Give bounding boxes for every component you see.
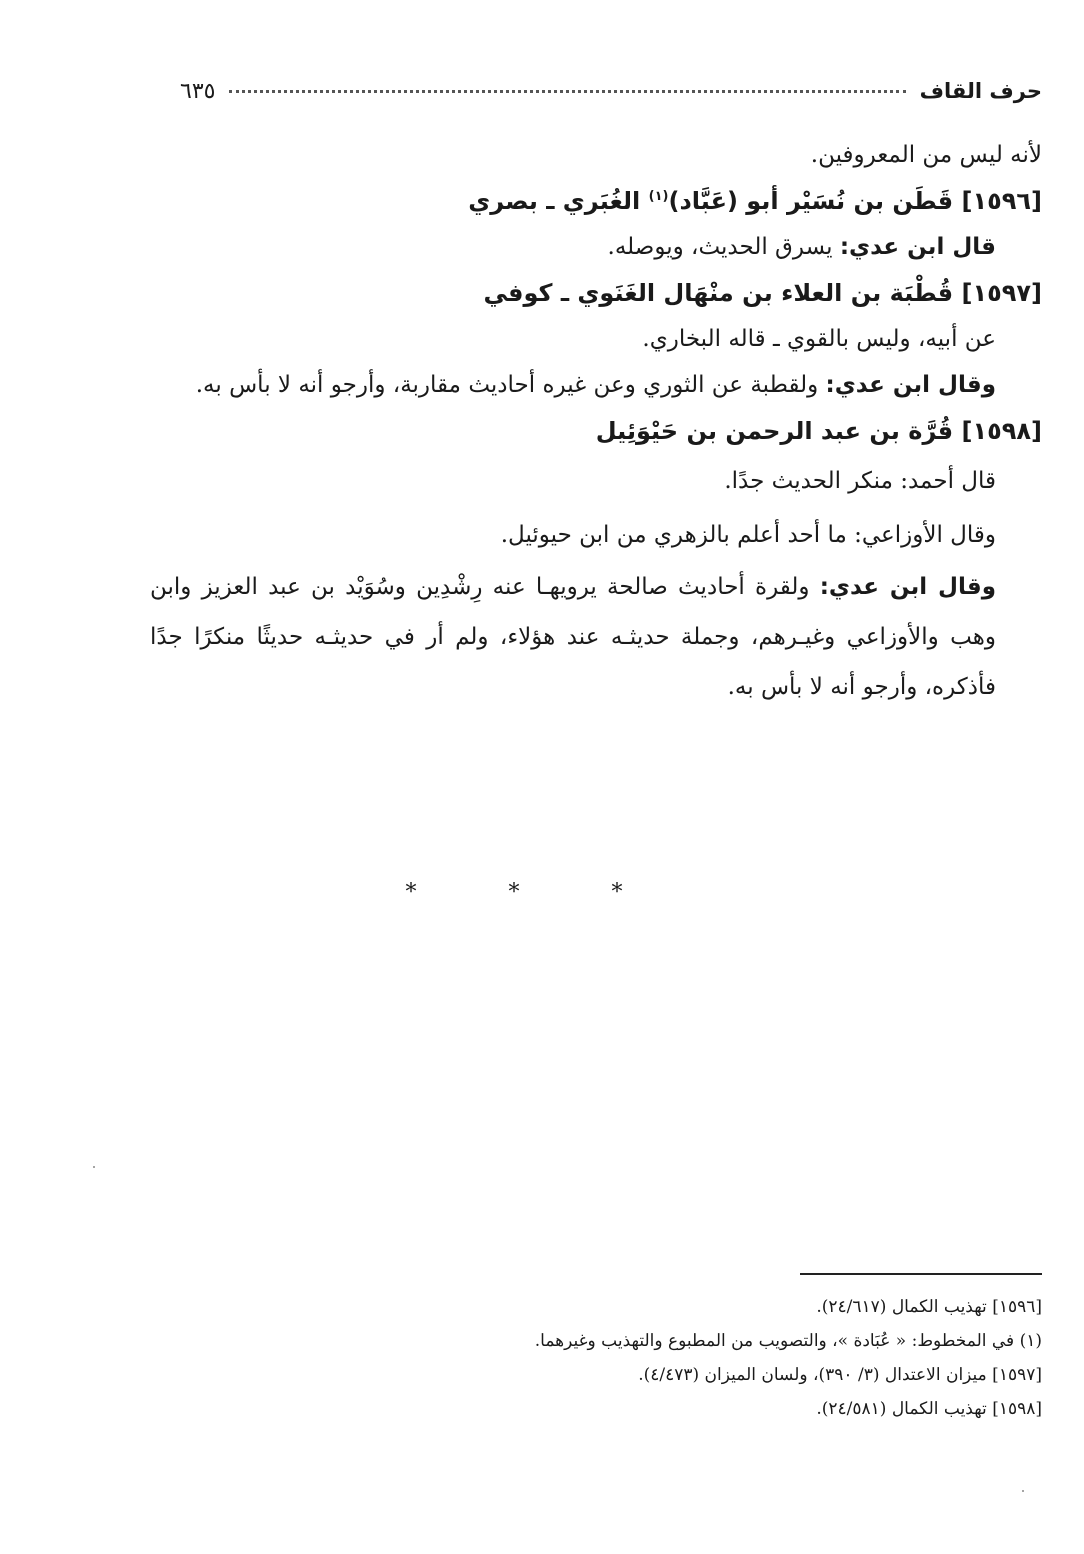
chapter-title: حرف القاف (919, 79, 1042, 103)
footnote-ref-1: (١) (648, 189, 669, 204)
footnote-item: [١٥٩٨] تهذيب الكمال (٢٤/٥٨١). (816, 1399, 1042, 1419)
star-glyph: * (508, 880, 576, 905)
page-number: ٦٣٥ (180, 78, 216, 104)
footnotes (300, 1290, 1042, 1426)
entry-1596-statement (150, 224, 1042, 270)
intro-line: لأنه ليس من المعروفين. (810, 142, 1042, 168)
main-text (150, 132, 1042, 712)
footnote-item: [١٥٩٧] ميزان الاعتدال (٣/ ٣٩٠)، ولسان الميزان (٤/٤٧٣). (638, 1365, 1042, 1385)
scan-speck (93, 1166, 95, 1168)
entry-1597-line-1: عن أبيه، وليس بالقوي ـ قاله البخاري. (642, 326, 996, 352)
scan-speck (1022, 1490, 1024, 1492)
star-glyph: * (405, 880, 473, 905)
entry-heading-1596-text: [١٥٩٦] قَطَن بن نُسَيْر أبو (عَبَّاد) (668, 187, 1042, 215)
header-dotted-rule (229, 90, 905, 93)
footnote-item: (١) في المخطوط: « عُبَادة »، والتصويب من المطبوع والتهذيب وغيرهما. (534, 1331, 1042, 1351)
statement-text: ولقرة أحاديث صالحة يرويهـا عنه رِشْدِين وسُوَيْد بن عبد العزيز وابن وهب والأوزاعي وغيـرهم، وجملة حديثـه عند هؤلاء، ولم أر في حديثـه حديثًا منكرًا جدًا فأذكره، وأرجو أنه لا بأس به. (150, 574, 996, 700)
section-separator (0, 880, 1084, 905)
entry-1598-statement (150, 562, 1042, 712)
footnote-rule (800, 1273, 1042, 1275)
statement-lead: وقال ابن عدي: (819, 574, 996, 600)
entry-heading-1596-tail: الغُبَري ـ بصري (468, 187, 649, 215)
entry-heading-1598: [١٥٩٨] قُرَّة بن عبد الرحمن بن حَيْوَئِيل (595, 417, 1042, 445)
entry-1598-line-2: وقال الأوزاعي: ما أحد أعلم بالزهري من ابن حيوئيل. (500, 522, 996, 548)
running-header (180, 74, 1042, 108)
entry-heading-1596 (150, 178, 1042, 224)
entry-1598-line-1: قال أحمد: منكر الحديث جدًا. (724, 468, 996, 494)
entry-1597-statement (150, 362, 1042, 408)
star-glyph: * (611, 880, 679, 905)
footnote-item: [١٥٩٦] تهذيب الكمال (٢٤/٦١٧). (816, 1297, 1042, 1317)
entry-heading-1597: [١٥٩٧] قُطْبَة بن العلاء بن منْهَال الغَنَوي ـ كوفي (483, 279, 1042, 307)
statement-text: ولقطبة عن الثوري وعن غيره أحاديث مقاربة، وأرجو أنه لا بأس به. (195, 372, 826, 398)
statement-text: يسرق الحديث، ويوصله. (607, 234, 840, 260)
statement-lead: وقال ابن عدي: (825, 372, 996, 398)
statement-lead: قال ابن عدي: (839, 234, 996, 260)
